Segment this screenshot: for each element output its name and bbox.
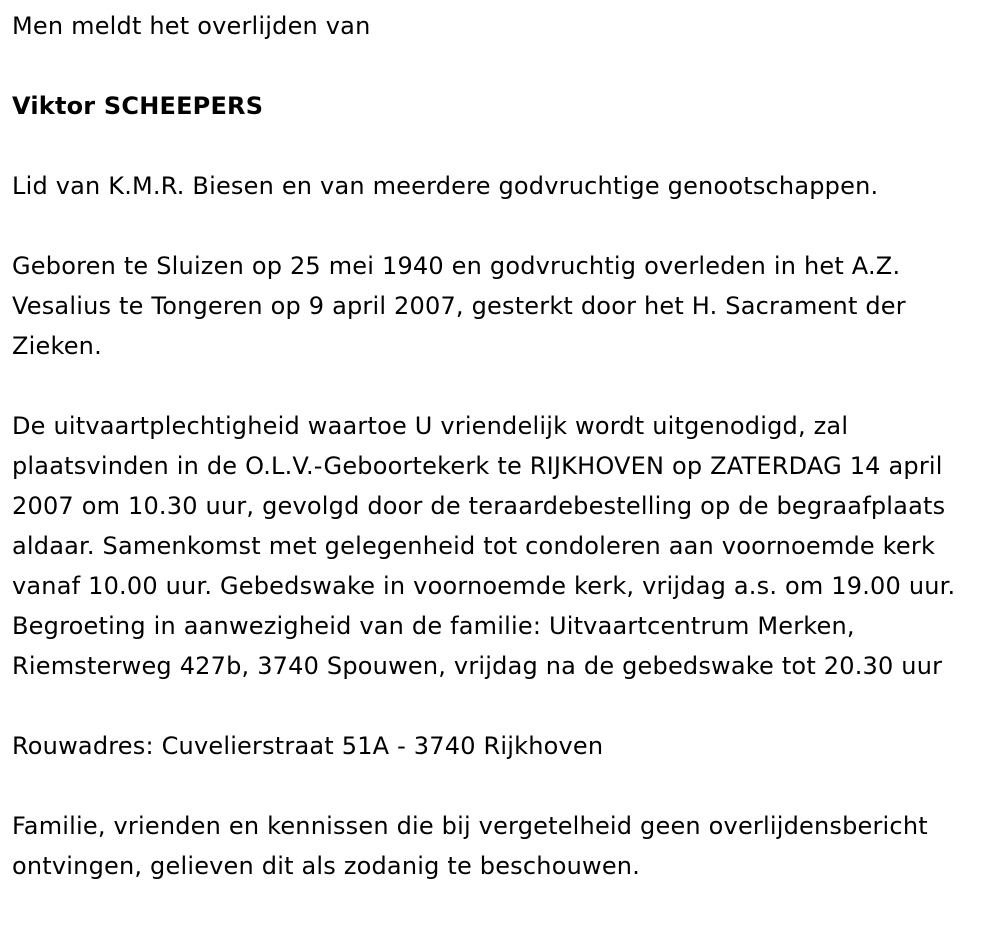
membership-text: Lid van K.M.R. Biesen en van meerdere godvruchtige genootschappen.: [12, 172, 879, 200]
deceased-name: Viktor SCHEEPERS: [12, 92, 264, 120]
intro-text: Men meldt het overlijden van: [12, 12, 371, 40]
funeral-details-text: De uitvaartplechtigheid waartoe U vriendelijk wordt uitgenodigd, zal plaatsvinden in de O.L.V.-Geboortekerk te RIJKHOVEN op ZATERDAG 14 april 2007 om 10.30 uur, gevolgd door de teraardebestelling op de begraafplaats aldaar. Samenkomst met gelegenheid tot condoleren aan voornoemde kerk vanaf 10.00 uur. Gebedswake in voornoemde kerk, vrijdag a.s. om 19.00 uur. Begroeting in aanwezigheid van de familie: Uitvaartcentrum Merken, Riemsterweg 427b, 3740 Spouwen, vrijdag na de gebedswake tot 20.30 uur: [12, 412, 956, 680]
obituary-notice: [0, 6, 1000, 886]
mourning-address: Rouwadres: Cuvelierstraat 51A - 3740 Rijkhoven: [12, 732, 604, 760]
closing-text: Familie, vrienden en kennissen die bij vergetelheid geen overlijdensbericht ontvingen, gelieven dit als zodanig te beschouwen.: [12, 812, 928, 880]
birth-death-text: Geboren te Sluizen op 25 mei 1940 en godvruchtig overleden in het A.Z. Vesalius te Tongeren op 9 april 2007, gesterkt door het H. Sacrament der Zieken.: [12, 252, 906, 360]
